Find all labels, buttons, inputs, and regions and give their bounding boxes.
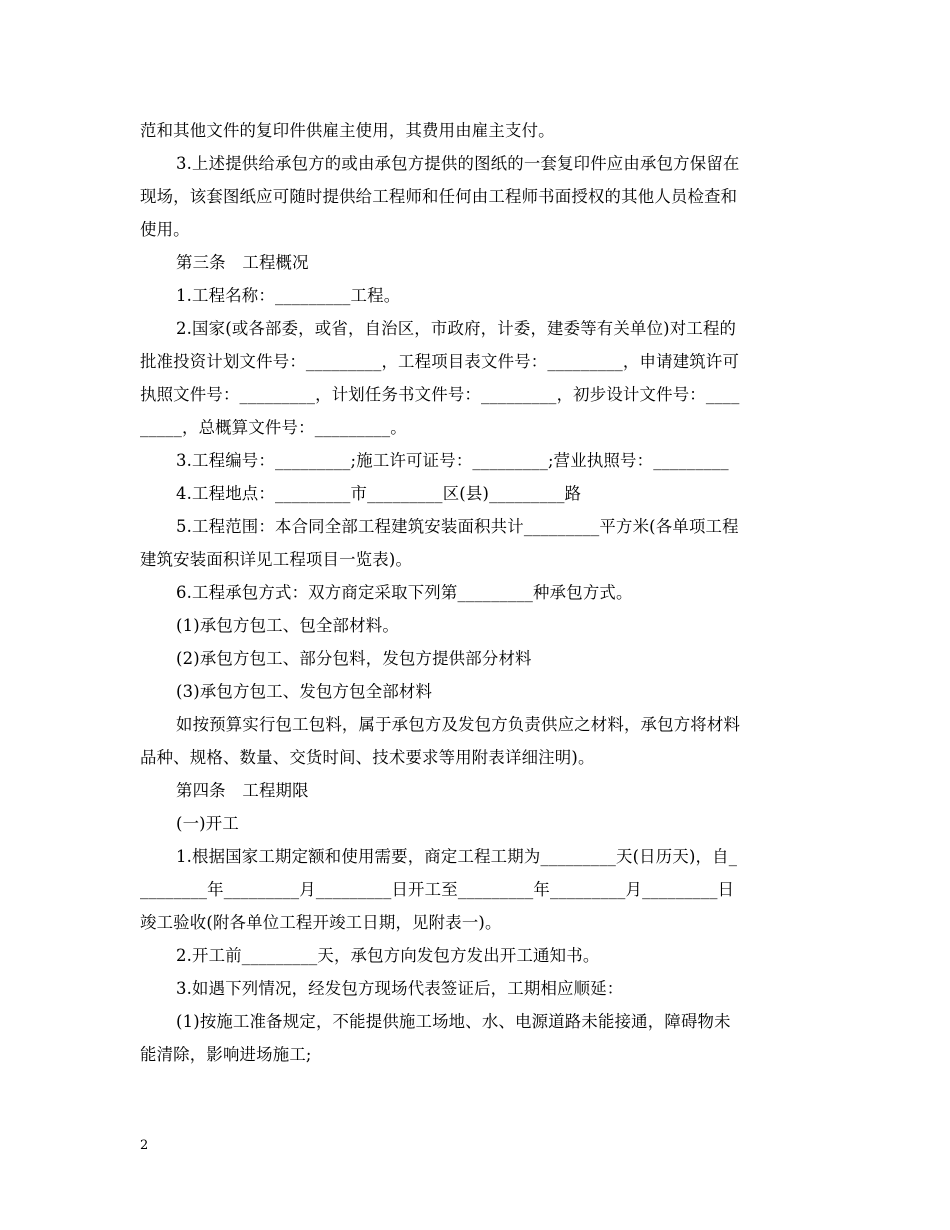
document-body	[140, 114, 812, 1071]
text-line: 能清除，影响进场施工;	[140, 1045, 312, 1064]
text-line: 批准投资计划文件号：_________，工程项目表文件号：_________，申请建筑许可	[140, 352, 740, 371]
text-line: 竣工验收(附各单位工程开竣工日期，见附表一)。	[140, 913, 502, 932]
text-line: 3.工程编号：_________;施工许可证号：_________;营业执照号：_________	[176, 451, 729, 470]
text-line: 1.工程名称：_________工程。	[176, 286, 401, 305]
text-line: 范和其他文件的复印件供雇主使用，其费用由雇主支付。	[140, 121, 555, 140]
text-line: (1)承包方包工、包全部材料。	[176, 616, 399, 635]
text-line: 第三条 工程概况	[176, 253, 309, 272]
text-line: 现场，该套图纸应可随时提供给工程师和任何由工程师书面授权的其他人员检查和	[140, 187, 738, 206]
text-line: 2.国家(或各部委，或省，自治区，市政府，计委，建委等有关单位)对工程的	[176, 319, 737, 338]
text-line: 3.如遇下列情况，经发包方现场代表签证后，工期相应顺延：	[176, 979, 624, 998]
text-line: 使用。	[140, 220, 190, 239]
text-line: 如按预算实行包工包料，属于承包方及发包方负责供应之材料，承包方将材料	[176, 715, 741, 734]
text-line: 执照文件号：_________，计划任务书文件号：_________，初步设计文件号：____	[140, 385, 740, 404]
text-line: 4.工程地点：_________市_________区(县)_________路	[176, 484, 582, 503]
text-line: _____，总概算文件号：_________。	[140, 418, 407, 437]
text-line: 第四条 工程期限	[176, 781, 309, 800]
text-line: ________年_________月_________日开工至_________年_________月_________日	[140, 880, 735, 899]
text-line: 品种、规格、数量、交货时间、技术要求等用附表详细注明)。	[140, 748, 595, 767]
text-line: 2.开工前_________天，承包方向发包方发出开工通知书。	[176, 946, 600, 965]
text-line: (3)承包方包工、发包方包全部材料	[176, 682, 433, 701]
text-line: 6.工程承包方式：双方商定采取下列第_________种承包方式。	[176, 583, 633, 602]
text-line: 1.根据国家工期定额和使用需要，商定工程工期为_________天(日历天)，自_	[176, 847, 738, 866]
text-line: 建筑安装面积详见工程项目一览表)。	[140, 550, 413, 569]
text-line: 3.上述提供给承包方的或由承包方提供的图纸的一套复印件应由承包方保留在	[176, 154, 740, 173]
text-line: (一)开工	[176, 814, 239, 833]
text-line: 5.工程范围：本合同全部工程建筑安装面积共计_________平方米(各单项工程	[176, 517, 739, 536]
text-line: (1)按施工准备规定，不能提供施工场地、水、电源道路未能接通，障碍物未	[176, 1012, 731, 1031]
text-line: (2)承包方包工、部分包料，发包方提供部分材料	[176, 649, 532, 668]
page-number: 2	[140, 1138, 149, 1153]
